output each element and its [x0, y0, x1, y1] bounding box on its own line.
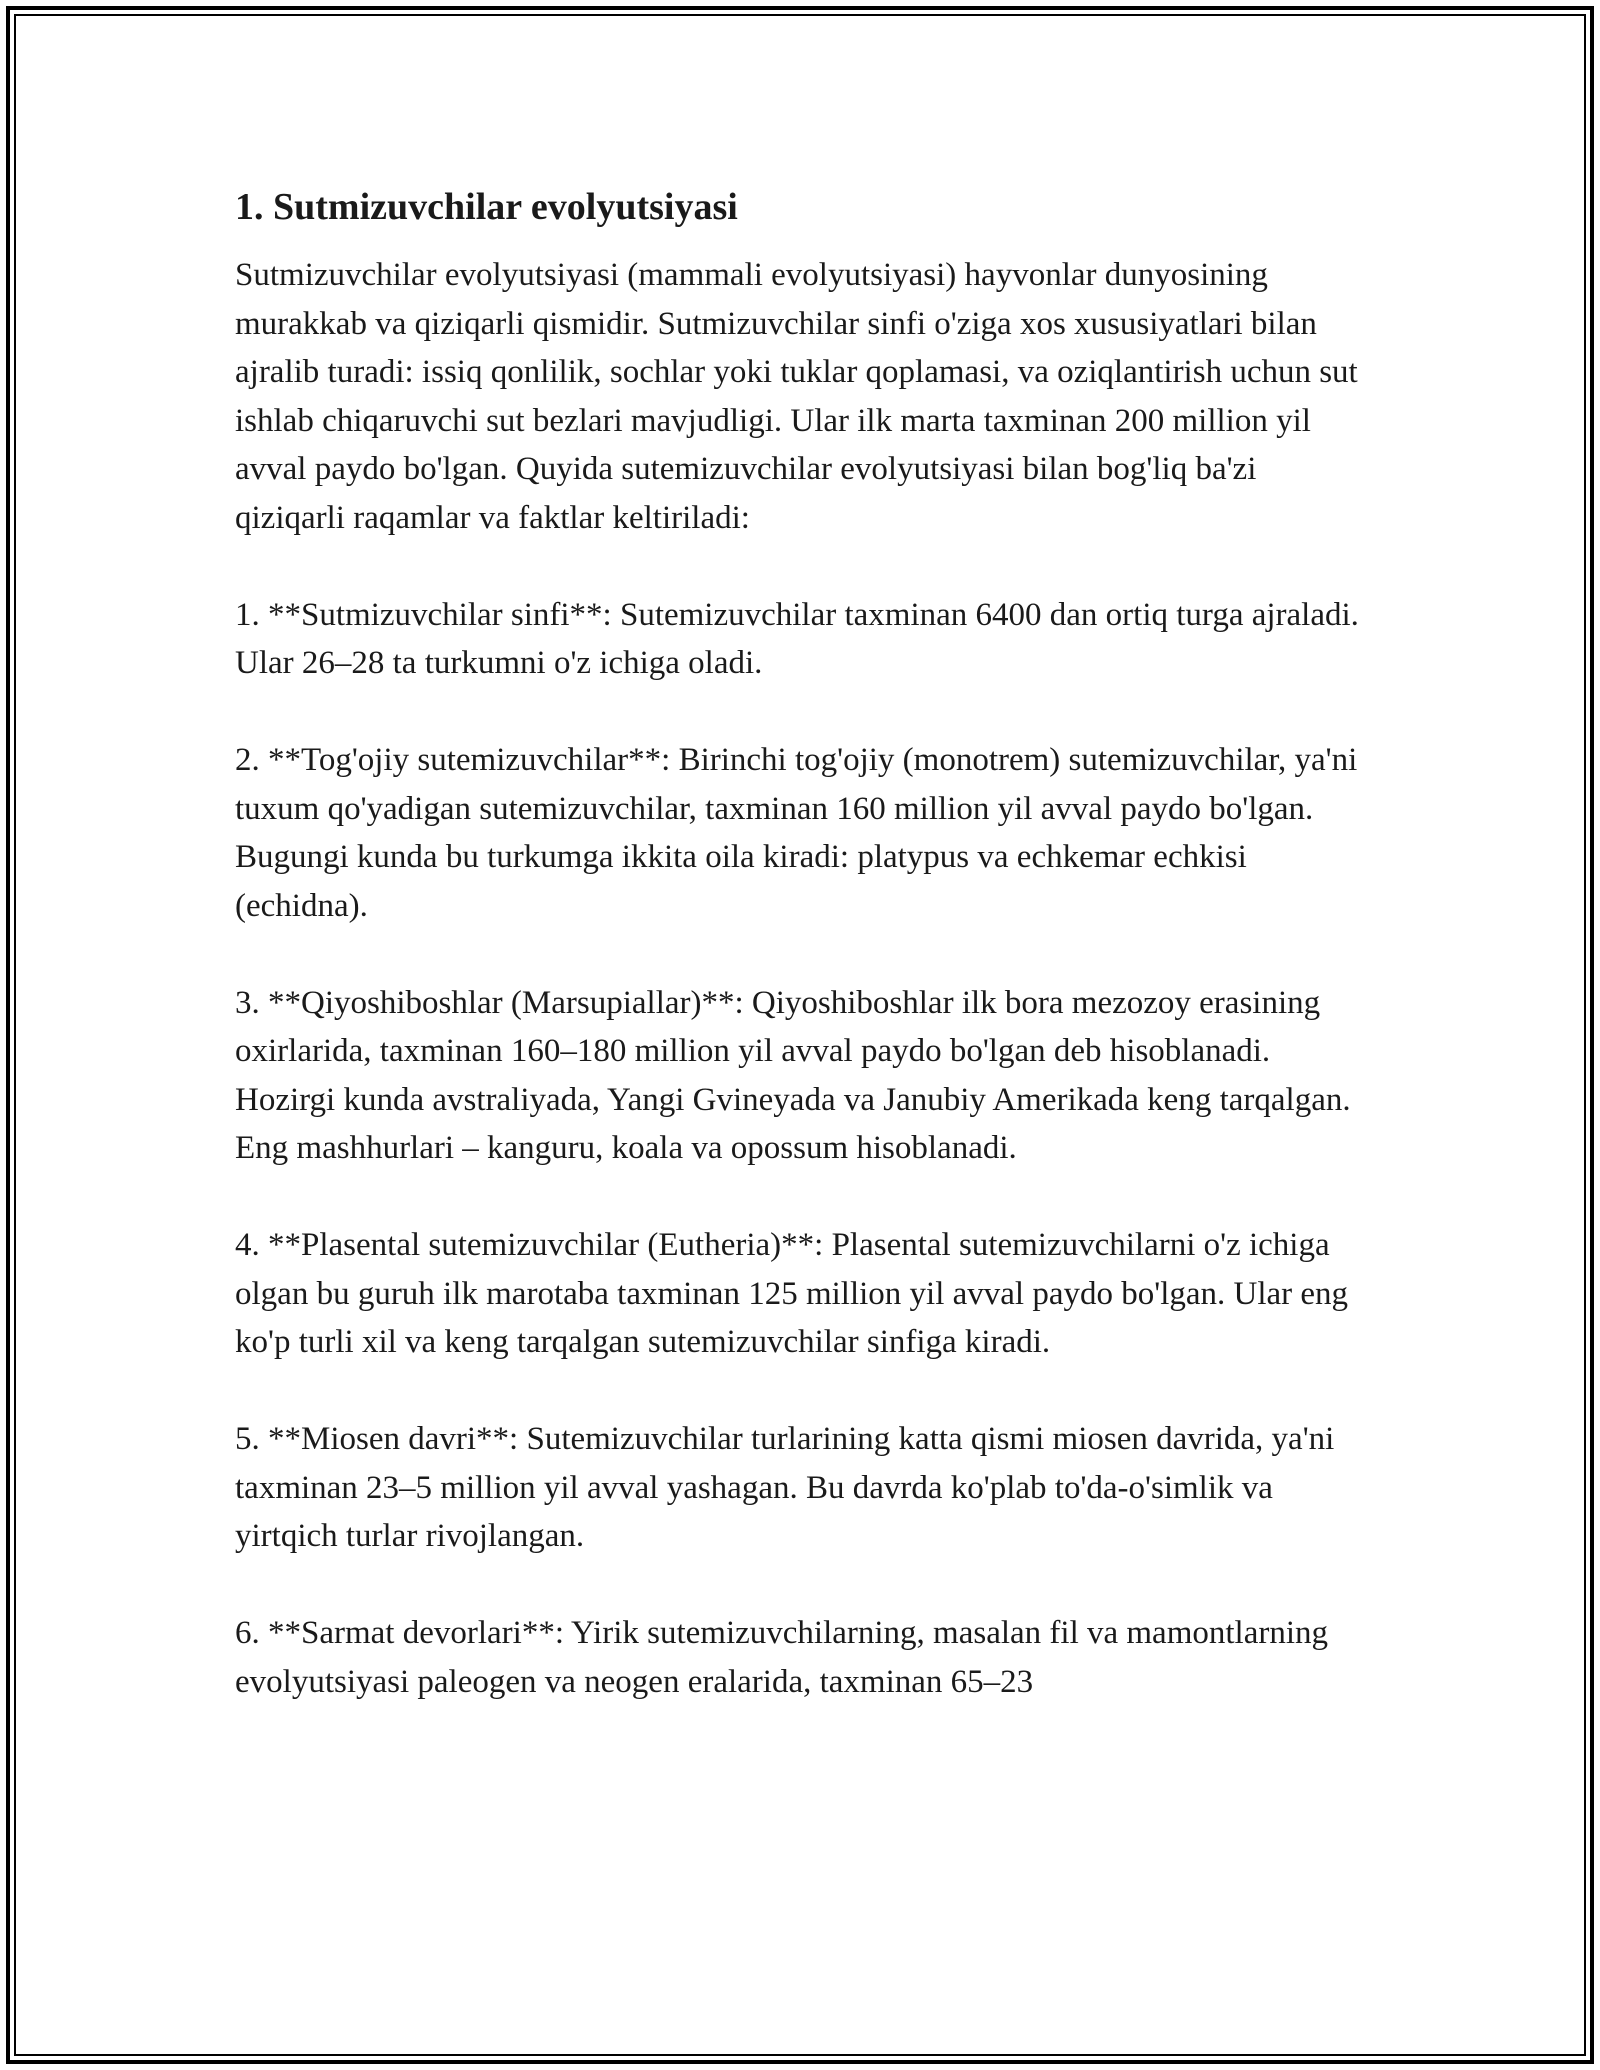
fact-item-2: 2. **Tog'ojiy sutemizuvchilar**: Birinchi tog'ojiy (monotrem) sutemizuvchilar, ya'ni tuxum qo'yadigan sutemizuvchilar, taxminan 160 million yil avval paydo bo'lgan. Bugungi kunda bu turkumga ikkita oila kiradi: platypus va echkemar echkisi (echidna).: [235, 742, 1358, 924]
fact-item-4: 4. **Plasental sutemizuvchilar (Eutheria)**: Plasental sutemizuvchilarni o'z ichiga olgan bu guruh ilk marotaba taxminan 125 million yil avval paydo bo'lgan. Ular eng ko'p turli xil va keng tarqalgan sutemizuvchilar sinfiga kiradi.: [235, 1227, 1349, 1360]
document-body: [235, 183, 1367, 1755]
fact-item-6: 6. **Sarmat devorlari**: Yirik sutemizuvchilarning, masalan fil va mamontlarning evolyutsiyasi paleogen va neogen eralarida, taxminan 65–23: [235, 1615, 1329, 1700]
section-heading: 1. Sutmizuvchilar evolyutsiyasi: [235, 186, 738, 228]
fact-item-1: 1. **Sutmizuvchilar sinfi**: Sutemizuvchilar taxminan 6400 dan ortiq turga ajraladi. Ular 26–28 ta turkumni o'z ichiga oladi.: [235, 596, 1359, 681]
fact-item-3: 3. **Qiyoshiboshlar (Marsupiallar)**: Qiyoshiboshlar ilk bora mezozoy erasining oxirlarida, taxminan 160–180 million yil avval paydo bo'lgan deb hisoblanadi. Hozirgi kunda avstraliyada, Yangi Gvineyada va Janubiy Amerikada keng tarqalgan. Eng mashhurlari – kanguru, koala va opossum hisoblanadi.: [235, 984, 1351, 1166]
intro-paragraph: Sutmizuvchilar evolyutsiyasi (mammali evolyutsiyasi) hayvonlar dunyosining murakkab va qiziqarli qismidir. Sutmizuvchilar sinfi o'ziga xos xususiyatlari bilan ajralib turadi: issiq qonlilik, sochlar yoki tuklar qoplamasi, va oziqlantirish uchun sut ishlab chiqaruvchi sut bezlari mavjudligi. Ular ilk marta taxminan 200 million yil avval paydo bo'lgan. Quyida sutemizuvchilar evolyutsiyasi bilan bog'liq ba'zi qiziqarli raqamlar va faktlar keltiriladi:: [235, 257, 1358, 536]
fact-item-5: 5. **Miosen davri**: Sutemizuvchilar turlarining katta qismi miosen davrida, ya'ni taxminan 23–5 million yil avval yashagan. Bu davrda ko'plab to'da-o'simlik va yirtqich turlar rivojlangan.: [235, 1421, 1335, 1554]
